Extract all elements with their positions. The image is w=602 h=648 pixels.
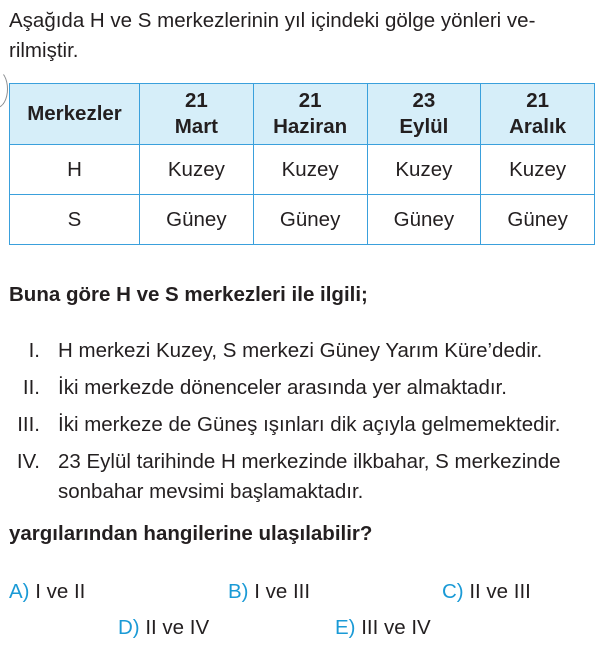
option-b[interactable] (228, 580, 310, 604)
header-date-day: 21 (298, 89, 322, 112)
header-date-month: Eylül (399, 115, 449, 138)
table-row (10, 145, 595, 195)
intro-text (9, 6, 594, 66)
statement-item (9, 447, 599, 507)
header-date-month: Haziran (273, 115, 348, 138)
option-text: II ve IV (145, 616, 210, 639)
option-text: I ve II (35, 580, 86, 603)
table-row (10, 195, 595, 245)
statement-numeral: I. (28, 339, 40, 362)
statement-numeral: II. (22, 376, 40, 399)
header-date-day: 23 (412, 89, 436, 112)
statement-item (9, 336, 599, 366)
option-letter: A) (9, 580, 30, 603)
statement-numeral: III. (17, 413, 40, 436)
statement-text: H merkezi Kuzey, S merkezi Güney Yarım Küre’dedir. (58, 339, 543, 362)
statement-item (9, 373, 599, 403)
option-e[interactable] (335, 616, 431, 640)
option-text: II ve III (469, 580, 531, 603)
statement-text: İki merkezde dönenceler arasında yer almaktadır. (58, 376, 507, 399)
header-date-day: 21 (526, 89, 550, 112)
shadow-direction-cell: Kuzey (253, 145, 367, 195)
shadow-direction-cell: Güney (253, 195, 367, 245)
question-prompt: yargılarından hangilerine ulaşılabilir? (9, 522, 373, 545)
shadow-direction-cell: Güney (481, 195, 595, 245)
header-date-month: Aralık (509, 115, 567, 138)
intro-line-2: rilmiştir. (9, 39, 79, 62)
option-letter: B) (228, 580, 249, 603)
shadow-direction-cell: Kuzey (367, 145, 481, 195)
page-edge-arc (0, 70, 8, 108)
statement-text-line-2: sonbahar mevsimi başlamaktadır. (58, 480, 364, 503)
shadow-direction-cell: Kuzey (481, 145, 595, 195)
intro-line-1: Aşağıda H ve S merkezlerinin yıl içindeki gölge yönleri ve- (9, 9, 536, 32)
statement-list (9, 336, 599, 514)
shadow-direction-cell: Kuzey (140, 145, 254, 195)
option-letter: E) (335, 616, 356, 639)
center-name-cell: H (10, 145, 140, 195)
header-date-month: Mart (174, 115, 219, 138)
option-text: I ve III (254, 580, 311, 603)
shadow-direction-table (9, 83, 595, 245)
header-merkezler: Merkezler (10, 84, 140, 145)
option-c[interactable] (442, 580, 531, 604)
question-stem: Buna göre H ve S merkezleri ile ilgili; (9, 283, 368, 306)
option-text: III ve IV (361, 616, 431, 639)
shadow-direction-cell: Güney (140, 195, 254, 245)
statement-numeral: IV. (16, 450, 40, 473)
header-date (367, 84, 481, 145)
header-date (140, 84, 254, 145)
option-letter: D) (118, 616, 140, 639)
header-date-day: 21 (184, 89, 208, 112)
statement-item (9, 410, 599, 440)
table-header-row (10, 84, 595, 145)
option-letter: C) (442, 580, 464, 603)
option-d[interactable] (118, 616, 209, 640)
statement-text-line-1: 23 Eylül tarihinde H merkezinde ilkbahar, S merkezinde (58, 450, 561, 473)
header-date (481, 84, 595, 145)
option-a[interactable] (9, 580, 85, 604)
header-date (253, 84, 367, 145)
statement-text: İki merkeze de Güneş ışınları dik açıyla gelmemektedir. (58, 413, 561, 436)
shadow-direction-cell: Güney (367, 195, 481, 245)
center-name-cell: S (10, 195, 140, 245)
